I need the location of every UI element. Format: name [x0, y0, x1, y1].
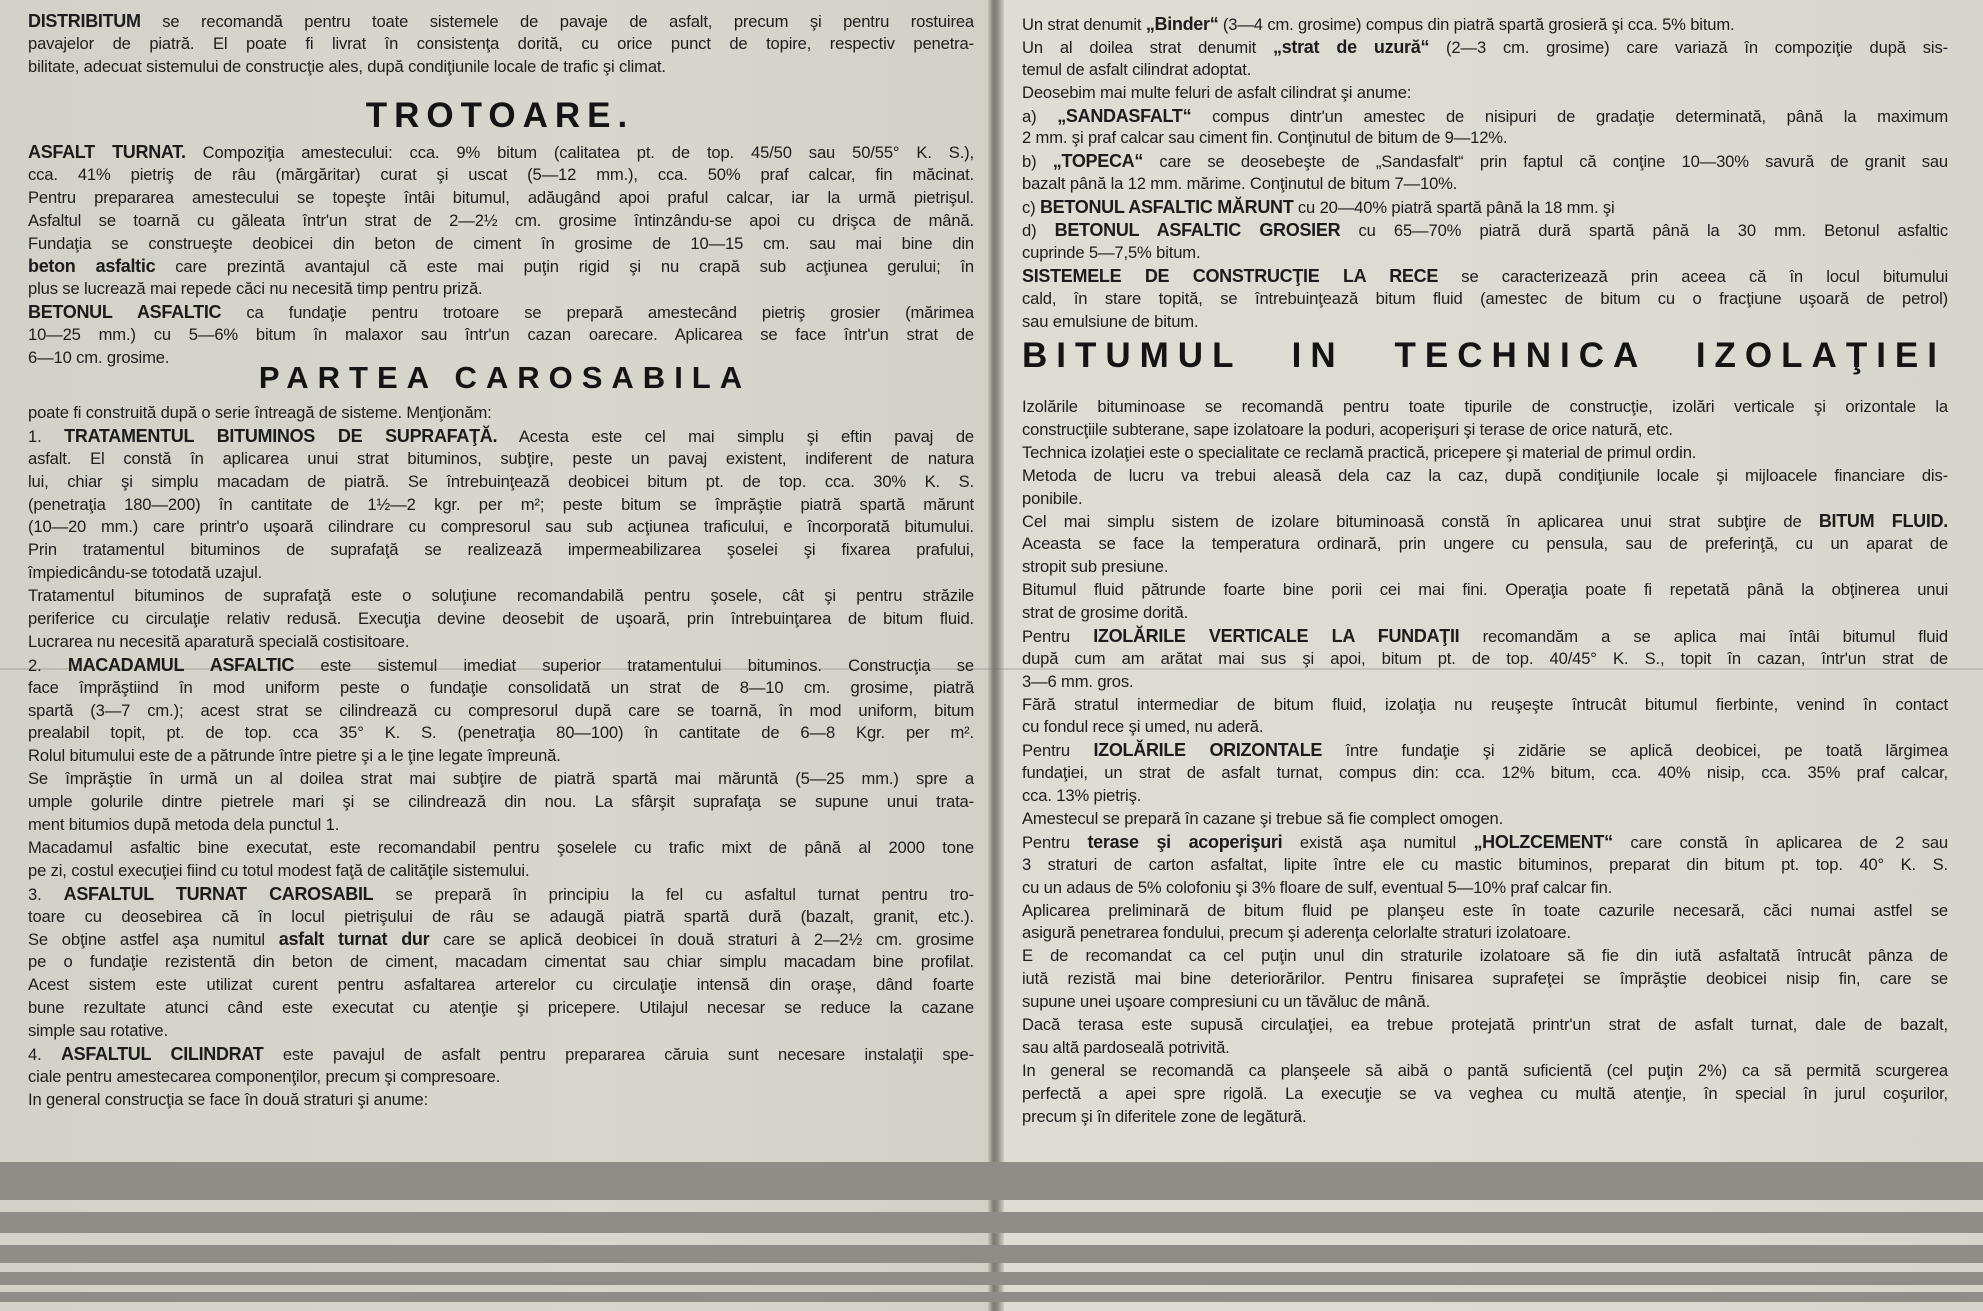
- paragraph: [1022, 196, 1948, 219]
- text-line: [1022, 1083, 1948, 1106]
- text-line: [1022, 127, 1948, 150]
- text-line: [1022, 82, 1948, 105]
- text-run: Acesta este cel mai simplu şi eftin pavaj de: [497, 426, 974, 446]
- bold-term: SISTEMELE DE CONSTRUCŢIE LA RECE: [1022, 265, 1439, 286]
- paragraph: [1022, 900, 1948, 946]
- bold-term: BETONUL ASFALTIC GROSIER: [1054, 220, 1341, 241]
- bold-term: „strat de uzură“: [1273, 36, 1430, 57]
- paragraph: [1022, 945, 1948, 1014]
- paragraph: [1022, 105, 1948, 151]
- text-line: [28, 974, 974, 997]
- text-run: perfectă a apei spre rigolă. La execuţie se va veghea cu multă atenţie, în special în jurul coşurilor,: [1022, 1083, 1948, 1103]
- text-line: [1022, 150, 1948, 173]
- text-run: a): [1022, 106, 1058, 126]
- text-run: Compoziţia amestecului: cca. 9% bitum (calitatea pt. de top. 45/50 sau 50/55° K. S.),: [185, 143, 974, 162]
- text-run: Pentru: [1022, 741, 1094, 761]
- paragraph: [1022, 150, 1948, 196]
- text-run: 6—10 cm. grosime.: [28, 348, 170, 368]
- paragraph: [28, 883, 974, 1043]
- text-line: [1022, 602, 1948, 625]
- text-line: [28, 539, 974, 562]
- text-line: [1022, 854, 1948, 877]
- bold-term: BETONUL ASFALTIC MĂRUNT: [1039, 197, 1294, 218]
- text-line: [1022, 579, 1948, 602]
- text-run: ment bitumios după metoda dela punctul 1.: [28, 815, 340, 835]
- paragraph: [1022, 808, 1948, 831]
- text-run: face împrăştiind în mod uniform peste o fundaţie consolidată un strat de 8—10 cm. grosime, piatră: [28, 677, 974, 697]
- text-run: există aşa numitul: [1282, 832, 1474, 852]
- text-line: [1022, 510, 1948, 533]
- text-line: [28, 425, 974, 448]
- text-line: [28, 255, 974, 278]
- text-line: [1022, 831, 1948, 854]
- text-line: [28, 278, 974, 301]
- text-run: 4.: [28, 1044, 61, 1064]
- text-line: [1022, 419, 1948, 442]
- text-line: [28, 402, 974, 425]
- text-run: Dacă terasa este supusă circulaţiei, ea trebue protejată printr'un strat de asfalt turnat, dale de bazalt,: [1022, 1015, 1948, 1035]
- bold-term: IZOLĂRILE VERTICALE LA FUNDAŢII: [1093, 625, 1460, 646]
- text-run: Acest sistem este utilizat curent pentru asfaltarea arterelor cu circulaţie intensă din oraşe, dând foarte: [28, 975, 974, 995]
- text-run: (2—3 cm. grosime) care variază în compoziţie după sis-: [1429, 37, 1948, 57]
- text-line: [1022, 945, 1948, 968]
- text-run: ponibile.: [1022, 488, 1083, 508]
- section-partea-carosabila: [28, 402, 974, 1112]
- text-line: [1022, 265, 1948, 288]
- text-line: [28, 33, 974, 56]
- text-run: 2.: [28, 655, 68, 675]
- text-run: Pentru: [1022, 626, 1094, 646]
- bold-term: „SANDASFALT“: [1057, 105, 1192, 126]
- text-run: Technica izolaţiei este o specialitate ce reclamă practică, pricepere şi material de primul ordin.: [1022, 442, 1697, 462]
- bold-term: DISTRIBITUM: [28, 11, 141, 31]
- text-run: bilitate, adecuat sistemului de construcţie ales, după condiţiunile locale de trafic şi climat.: [28, 56, 666, 76]
- text-run: care se deosebeşte de „Sandasfalt“ prin faptul că conţine 10—30% savură de granit sau: [1143, 152, 1949, 172]
- text-run: cu 20—40% piatră spartă până la 18 mm. şi: [1293, 198, 1615, 218]
- text-run: In general construcţia se face în două straturi şi anume:: [28, 1089, 429, 1109]
- text-line: [1022, 922, 1948, 945]
- text-run: In general se recomandă ca planşeele să aibă o pantă suficientă (cel puţin 2%) ca să permită scurgerea: [1022, 1060, 1948, 1080]
- text-line: [28, 631, 974, 654]
- text-line: [28, 10, 974, 33]
- text-run: Un al doilea strat denumit: [1022, 37, 1273, 57]
- bold-term: „Binder“: [1145, 14, 1219, 34]
- text-line: [28, 768, 974, 791]
- bold-term: ASFALTUL TURNAT CAROSABIL: [63, 883, 374, 904]
- heading-bitumul-izolatie: BITUMUL IN TECHNICA IZOLAŢIEI: [1022, 336, 1946, 375]
- paragraph: [1022, 510, 1948, 579]
- text-line: [1022, 785, 1948, 808]
- paragraph: [1022, 82, 1948, 105]
- text-run: este pavajul de asfalt pentru prepararea căruia sunt necesare instalaţii spe-: [263, 1044, 974, 1064]
- text-line: [28, 997, 974, 1020]
- bold-term: beton asfaltic: [28, 256, 156, 277]
- text-line: [28, 608, 974, 631]
- text-run: toare cu deosebirea că în locul pietrişului de râu se adaugă piatră spartă dură (bazalt, granit, etc.).: [28, 906, 974, 926]
- text-run: cu un adaus de 5% colofoniu şi 3% floare de sulf, eventual 5—10% praf calcar fin.: [1022, 877, 1613, 897]
- text-line: [1022, 196, 1948, 219]
- text-run: Amestecul se prepară în cazane şi trebue să fie complect omogen.: [1022, 809, 1504, 829]
- text-run: Fără stratul intermediar de bitum fluid, izolaţia nu reuşeşte întrucât bitumul fierbinte, venind în contact: [1022, 694, 1948, 714]
- section-trotoare: [28, 141, 974, 370]
- text-line: [1022, 556, 1948, 579]
- text-line: [28, 301, 974, 324]
- paragraph: [28, 837, 974, 883]
- text-line: [1022, 219, 1948, 242]
- text-run: este sistemul imediat superior tratamentului bituminos. Construcţia se: [294, 655, 975, 675]
- paragraph: [1022, 442, 1948, 465]
- text-run: Fundaţia se construeşte deobicei din beton de ciment în grosime de 10—15 cm. sau mai bine din: [28, 233, 974, 253]
- paragraph: [28, 1043, 974, 1089]
- paragraph: [28, 141, 974, 301]
- text-run: se prepară în principiu la fel cu asfaltul turnat pentru tro-: [373, 884, 975, 904]
- text-run: recomandăm a se aplica mai întâi bitumul fluid: [1459, 626, 1949, 646]
- text-run: Lucrarea nu necesită aparatură specială costisitoare.: [28, 631, 410, 651]
- text-run: sau emulsiune de bitum.: [1022, 311, 1199, 331]
- text-run: E de recomandat ca cel puţin unul din straturile izolatoare să fie din iută asfaltată întrucât pânza de: [1022, 946, 1948, 966]
- paragraph: [28, 654, 974, 768]
- text-line: [1022, 648, 1948, 671]
- paragraph: [1022, 579, 1948, 625]
- section-technica-izolatiei: [1022, 396, 1948, 1129]
- text-run: 3.: [28, 884, 64, 904]
- text-run: cuprinde 5—7,5% bitum.: [1022, 242, 1201, 262]
- text-line: [1022, 739, 1948, 762]
- text-run: pe zi, costul execuţiei fiind cu totul modest faţă de calităţile sistemului.: [28, 860, 530, 880]
- text-run: Pentru: [1022, 832, 1088, 852]
- paragraph: [28, 1089, 974, 1112]
- text-run: între fundaţie şi zidărie se aplică deobicei, pe toată lărgimea: [1322, 741, 1948, 761]
- text-line: [28, 56, 974, 79]
- text-run: Aplicarea preliminară de bitum fluid pe planşeu este în toate cazurile necesară, căci numai astfel se: [1022, 900, 1948, 920]
- text-run: plus se lucrează mai repede căci nu necesită timp pentru priză.: [28, 279, 483, 299]
- text-run: supune unei uşoare compresiuni cu un tăvăluc de mână.: [1022, 992, 1431, 1012]
- text-run: 10—25 mm.) cu 5—6% bitum în malaxor sau într'un cazan oarecare. Aplicarea se face într'un strat de: [28, 325, 974, 345]
- text-line: [28, 164, 974, 187]
- bold-term: BITUM FLUID.: [1818, 511, 1948, 532]
- text-run: cald, în stare topită, se întrebuinţează bitum fluid (amestec de bitum cu o fracţiune uşoară de petrol): [1022, 288, 1948, 308]
- text-run: Deosebim mai multe feluri de asfalt cilindrat şi anume:: [1022, 82, 1412, 102]
- bold-term: ASFALTUL CILINDRAT: [60, 1043, 264, 1064]
- text-line: [28, 654, 974, 677]
- text-line: [28, 210, 974, 233]
- text-line: [28, 791, 974, 814]
- text-run: cca. 41% pietriş de râu (mărgăritar) curat şi uscat (5—12 mm.), cca. 50% praf calcar, fin măcinat.: [28, 164, 974, 184]
- text-line: [1022, 1014, 1948, 1037]
- text-run: Se împrăştie în urmă un al doilea strat mai subţire de piatră spartă mai măruntă (5—25 mm.) spre a: [28, 769, 974, 789]
- bold-term: BETONUL ASFALTIC: [28, 302, 222, 323]
- text-run: 1.: [28, 426, 65, 446]
- text-run: bazalt până la 12 mm. mărime. Conţinutul de bitum 7—10%.: [1022, 174, 1458, 194]
- text-run: asfalt. El constă în aplicarea unui strat bituminos, subţire, peste un pavaj existent, indiferent de natura: [28, 448, 974, 468]
- bold-term: „TOPECA“: [1052, 151, 1144, 172]
- text-line: [28, 1066, 974, 1089]
- text-run: 2 mm. şi praf calcar sau ciment fin. Conţinutul de bitum de 9—12%.: [1022, 128, 1508, 148]
- text-run: Pentru prepararea amestecului se topeşte întâi bitumul, adăugând apoi praful calcar, iar la urmă pietrişul.: [28, 187, 974, 207]
- text-run: cca. 13% pietriş.: [1022, 786, 1142, 806]
- text-run: ca fundaţie pentru trotoare se prepară amestecând pietriş grosier (mărimea: [221, 303, 974, 323]
- text-line: [1022, 877, 1948, 900]
- text-line: [28, 585, 974, 608]
- text-line: [28, 928, 974, 951]
- text-run: d): [1022, 221, 1055, 241]
- decorative-stripe: [0, 1292, 1983, 1302]
- text-line: [1022, 671, 1948, 694]
- text-line: [28, 1020, 974, 1043]
- text-line: [1022, 968, 1948, 991]
- text-line: [28, 324, 974, 347]
- text-run: lui, chiar şi simplu macadam de piatră. Se întrebuinţează deobicei bitum pt. de top. cca. 30% K. S.: [28, 471, 974, 491]
- text-run: (3—4 cm. grosime) compus din piatră spartă grosieră şi cca. 5% bitum.: [1218, 15, 1735, 34]
- text-run: Metoda de lucru va trebui aleasă dela caz la caz, după condiţiunile locale şi mijloacele financiare dis-: [1022, 465, 1948, 485]
- text-run: împiedicându-se totodată uzajul.: [28, 563, 263, 583]
- text-run: cu fondul rece şi umed, nu aderă.: [1022, 717, 1264, 737]
- text-run: b): [1022, 152, 1053, 172]
- text-line: [28, 233, 974, 256]
- text-line: [28, 562, 974, 585]
- paragraph: [1022, 739, 1948, 808]
- text-line: [1022, 808, 1948, 831]
- text-run: construcţiile subterane, sape izolatoare la poduri, acoperişuri şi terase de orice natură, etc.: [1022, 419, 1673, 439]
- text-run: pe o fundaţie rezistentă din beton de ciment, macadam cimentat sau chiar simplu macadam bine profilat.: [28, 952, 974, 972]
- decorative-stripe: [0, 1212, 1983, 1233]
- text-line: [1022, 694, 1948, 717]
- paragraph: [28, 585, 974, 654]
- text-line: [1022, 533, 1948, 556]
- text-line: [1022, 1106, 1948, 1129]
- text-run: Macadamul asfaltic bine executat, este recomandabil pentru şoselele cu trafic mixt de până al 2000 tone: [28, 837, 974, 857]
- text-line: [28, 1043, 974, 1066]
- paragraph: [1022, 694, 1948, 740]
- distribitum-intro: [28, 10, 974, 79]
- text-run: poate fi construită după o serie întreagă de sisteme. Menţionăm:: [28, 403, 492, 422]
- paragraph: [1022, 465, 1948, 511]
- text-run: (penetraţia 180—200) în cantitate de 1½—2 kgr. per m²; peste bitum se împrăştie piatră spartă mărunt: [28, 494, 974, 514]
- decorative-stripe: [0, 1272, 1983, 1285]
- text-run: spartă (3—7 cm.); acest strat se cilindrează cu compresorul după care se toarnă, în mod uniform, bitum: [28, 700, 974, 720]
- text-line: [28, 187, 974, 210]
- text-run: prealabil topit, pt. de top. cca 35° K. S. (penetraţia 80—100) în cantitate de 6—8 Kgr. per m².: [28, 723, 974, 743]
- text-line: [28, 837, 974, 860]
- text-run: asigură penetrarea fondului, precum şi aderenţa celorlalte straturi izolatoare.: [1022, 923, 1571, 943]
- text-run: Izolările bituminoase se recomandă pentru toate tipurile de construcţie, izolări verticale şi orizontale la: [1022, 397, 1948, 416]
- text-line: [28, 906, 974, 929]
- text-run: 3 straturi de carton asfaltat, lipite între ele cu mastic bituminos, preparat din bitum pt. top. 40° K. S.: [1022, 854, 1948, 874]
- paragraph: [1022, 265, 1948, 334]
- text-line: [28, 883, 974, 906]
- text-run: Prin tratamentul bituminos de suprafaţă se realizează impermeabilizarea şoselei şi fixarea prafului,: [28, 540, 974, 560]
- text-line: [1022, 991, 1948, 1014]
- text-line: [28, 516, 974, 539]
- paragraph: [28, 402, 974, 425]
- decorative-stripe: [0, 1162, 1983, 1200]
- text-run: bune rezultate atunci când este executat cu atenţie şi pricepere. Utilajul necesar se reduce la cazane: [28, 998, 974, 1018]
- text-line: [1022, 13, 1948, 36]
- text-run: stropit sub presiune.: [1022, 557, 1169, 577]
- text-line: [1022, 1060, 1948, 1083]
- text-run: pavajelor de piatră. El poate fi livrat în consistenţa dorită, cu orice punct de topire, respectiv penetra-: [28, 33, 974, 53]
- text-run: fundaţiei, un strat de asfalt turnat, compus din: cca. 12% bitum, cca. 40% nisip, cca. 35% praf calcar,: [1022, 763, 1948, 783]
- paragraph: [1022, 625, 1948, 694]
- text-line: [1022, 900, 1948, 923]
- text-run: Rolul bitumului este de a pătrunde între pietre şi a le ţine legate împreună.: [28, 746, 561, 766]
- text-line: [1022, 1037, 1948, 1060]
- paragraph: [1022, 13, 1948, 36]
- paragraph: [28, 10, 974, 79]
- text-line: [28, 471, 974, 494]
- text-run: după cum am arătat mai sus şi apoi, bitum pt. de top. 40/45° K. S., topit în cazan, într'un strat de: [1022, 648, 1948, 668]
- text-line: [1022, 242, 1948, 265]
- text-run: care constă în aplicarea de 2 sau: [1612, 832, 1949, 852]
- text-line: [1022, 442, 1948, 465]
- bold-term: IZOLĂRILE ORIZONTALE: [1093, 740, 1323, 761]
- text-line: [28, 141, 974, 164]
- text-run: simple sau rotative.: [28, 1021, 168, 1041]
- paragraph: [1022, 396, 1948, 442]
- text-line: [1022, 465, 1948, 488]
- text-run: c): [1022, 198, 1040, 218]
- heading-trotoare: TROTOARE.: [365, 96, 635, 135]
- text-run: periferice cu circulaţie relativ redusă. Execuţia devine deosebit de uşoară, prin întrebuinţarea de bitum fluid.: [28, 609, 974, 629]
- text-line: [1022, 311, 1948, 334]
- text-run: Se obţine astfel aşa numitul: [28, 930, 279, 950]
- text-line: [1022, 36, 1948, 59]
- text-run: Cel mai simplu sistem de izolare bituminoasă constă în aplicarea unui strat subţire de: [1022, 512, 1819, 532]
- text-run: Bitumul fluid pătrunde foarte bine porii cei mai fini. Operaţia poate fi repetată până la obţinerea unui: [1022, 580, 1948, 600]
- text-line: [28, 448, 974, 471]
- text-run: Aceasta se face la temperatura ordinară, prin ungere cu pensula, sau de preferinţă, cu un aparat de: [1022, 534, 1948, 554]
- text-run: umple golurile dintre pietrele mari şi se cilindrează din nou. La sfârşit suprafaţa se supune unui trata-: [28, 792, 974, 812]
- decorative-stripe: [0, 1245, 1983, 1263]
- paragraph: [1022, 219, 1948, 265]
- text-line: [1022, 105, 1948, 128]
- heading-partea-carosabila: PARTEA CAROSABILA: [258, 360, 752, 395]
- text-line: [1022, 762, 1948, 785]
- text-line: [28, 860, 974, 883]
- text-run: Tratamentul bituminos de suprafaţă este o soluţiune recomandabilă pentru şosele, cât şi pentru străzile: [28, 586, 974, 606]
- text-line: [1022, 716, 1948, 739]
- text-line: [28, 677, 974, 700]
- text-line: [1022, 59, 1948, 82]
- paragraph: [1022, 831, 1948, 900]
- text-line: [28, 1089, 974, 1112]
- bold-term: TRATAMENTUL BITUMINOS DE SUPRAFAŢĂ.: [64, 425, 498, 446]
- paragraph: [1022, 36, 1948, 82]
- text-run: iută rezistă mai bine deteriorărilor. Pentru finisarea suprafeţei se împrăştie deobicei nisip fin, care se: [1022, 969, 1948, 989]
- text-run: Un strat denumit: [1022, 15, 1146, 34]
- text-line: [1022, 288, 1948, 311]
- text-line: [28, 745, 974, 768]
- page-fold: [988, 0, 1004, 1311]
- text-run: temul de asfalt cilindrat adoptat.: [1022, 59, 1252, 79]
- text-line: [28, 722, 974, 745]
- text-run: strat de grosime dorită.: [1022, 603, 1189, 623]
- paragraph: [1022, 1060, 1948, 1129]
- text-line: [1022, 173, 1948, 196]
- text-run: care se aplică deobicei în două straturi à 2—2½ cm. grosime: [429, 930, 974, 950]
- text-line: [28, 814, 974, 837]
- paragraph: [1022, 1014, 1948, 1060]
- text-run: se recomandă pentru toate sistemele de pavaje de asfalt, precum şi pentru rostuirea: [140, 12, 974, 31]
- text-run: (10—20 mm.) care printr'o uşoară cilindrare cu compresorul sau sub acţiunea traficului, e încorporată bitumului.: [28, 517, 974, 537]
- text-line: [28, 951, 974, 974]
- bold-term: ASFALT TURNAT.: [28, 142, 186, 162]
- paragraph: [28, 768, 974, 837]
- text-line: [28, 700, 974, 723]
- paragraph: [28, 425, 974, 585]
- text-run: 3—6 mm. gros.: [1022, 671, 1134, 691]
- text-line: [1022, 625, 1948, 648]
- bold-term: asfalt turnat dur: [278, 929, 430, 950]
- bold-term: „HOLZCEMENT“: [1473, 831, 1613, 852]
- text-run: cu 65—70% piatră dură spartă până la 30 mm. Betonul asfaltic: [1340, 221, 1948, 241]
- text-line: [1022, 396, 1948, 419]
- text-line: [1022, 488, 1948, 511]
- text-run: ciale pentru amestecarea componenţilor, precum şi compresoare.: [28, 1066, 501, 1086]
- bold-term: MACADAMUL ASFALTIC: [67, 654, 295, 675]
- text-run: se caracterizează prin aceea că în locul bitumului: [1438, 266, 1948, 286]
- section-asfalt-cilindrat: [1022, 13, 1948, 333]
- text-run: sau altă pardoseală potrivită.: [1022, 1037, 1230, 1057]
- text-run: precum şi în diferitele zone de legătură.: [1022, 1106, 1307, 1126]
- text-run: compus dintr'un amestec de nisipuri de gradaţie determinată, până la maximum: [1191, 106, 1949, 126]
- bold-term: terase şi acoperişuri: [1087, 831, 1283, 852]
- text-line: [28, 494, 974, 517]
- text-run: Asfaltul se toarnă cu găleata într'un strat de 2—2½ cm. grosime întinzându-se apoi cu drişca de mână.: [28, 210, 974, 230]
- text-run: care prezintă avantajul că este mai puţin rigid şi nu crapă sub acţiunea gerului; în: [155, 257, 974, 277]
